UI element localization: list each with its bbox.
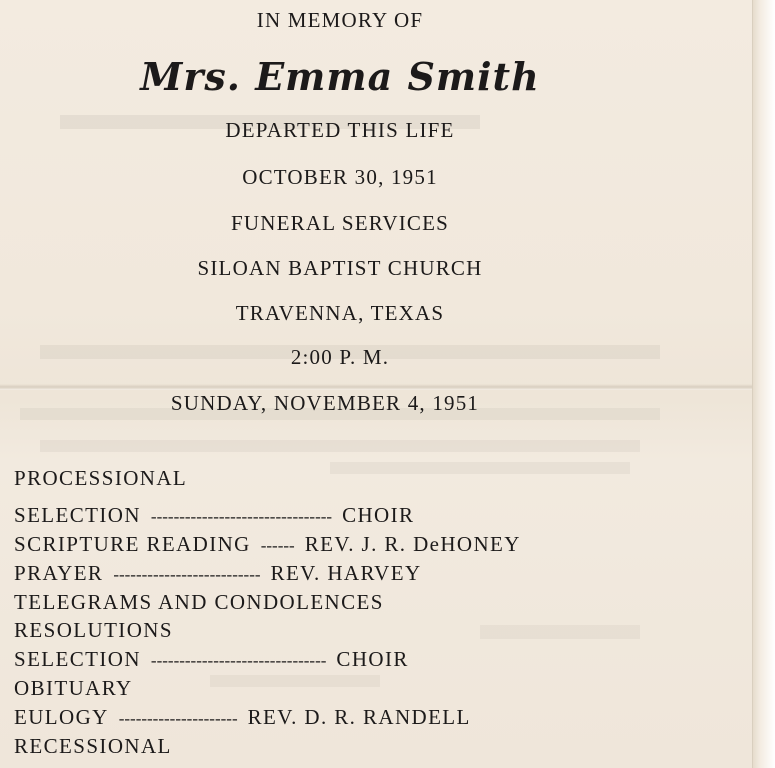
program-item: SCRIPTURE READING: [14, 532, 251, 556]
program-row: [14, 647, 674, 672]
dotted-leader: -------------------------------: [150, 651, 327, 670]
program-participant: REV. J. R. DeHONEY: [304, 532, 521, 556]
program-row: [14, 618, 674, 643]
service-time: 2:00 P. M.: [290, 345, 390, 369]
program-participant: REV. HARVEY: [270, 561, 422, 585]
program-item: RESOLUTIONS: [14, 618, 173, 642]
program-participant: CHOIR: [342, 503, 415, 527]
fold-crease: [0, 384, 753, 390]
program-item: PROCESSIONAL: [14, 466, 188, 490]
program-row: [14, 734, 674, 759]
program-item: TELEGRAMS AND CONDOLENCES: [14, 590, 384, 614]
deceased-name: Mrs. Emma Smith: [140, 54, 540, 99]
church-location: TRAVENNA, TEXAS: [235, 301, 445, 325]
dotted-leader: ---------------------: [118, 709, 238, 728]
program-participant: REV. D. R. RANDELL: [247, 705, 471, 729]
departed-line: DEPARTED THIS LIFE: [225, 118, 455, 142]
program-item: SELECTION: [14, 503, 141, 527]
program-row: [14, 676, 674, 701]
in-memory-heading: IN MEMORY OF: [256, 8, 424, 32]
service-date: SUNDAY, NOVEMBER 4, 1951: [170, 391, 480, 415]
program-row: [14, 590, 674, 615]
dotted-leader: --------------------------: [113, 565, 261, 584]
dotted-leader: --------------------------------: [150, 507, 333, 526]
program-participant: CHOIR: [336, 647, 409, 671]
services-heading: FUNERAL SERVICES: [230, 211, 449, 235]
program-item: PRAYER: [14, 561, 104, 585]
program-row: [14, 503, 674, 528]
program-row: [14, 466, 674, 491]
church-name: SILOAN BAPTIST CHURCH: [197, 256, 483, 280]
paper-edge: [752, 0, 775, 768]
program-item: OBITUARY: [14, 676, 133, 700]
program-row: [14, 532, 674, 557]
bleed-through-mark: [40, 440, 640, 452]
program-item: RECESSIONAL: [14, 734, 172, 758]
death-date: OCTOBER 30, 1951: [242, 165, 438, 189]
program-item: EULOGY: [14, 705, 109, 729]
program-item: SELECTION: [14, 647, 141, 671]
dotted-leader: ------: [260, 536, 295, 555]
program-row: [14, 705, 674, 730]
program-row: [14, 561, 674, 586]
